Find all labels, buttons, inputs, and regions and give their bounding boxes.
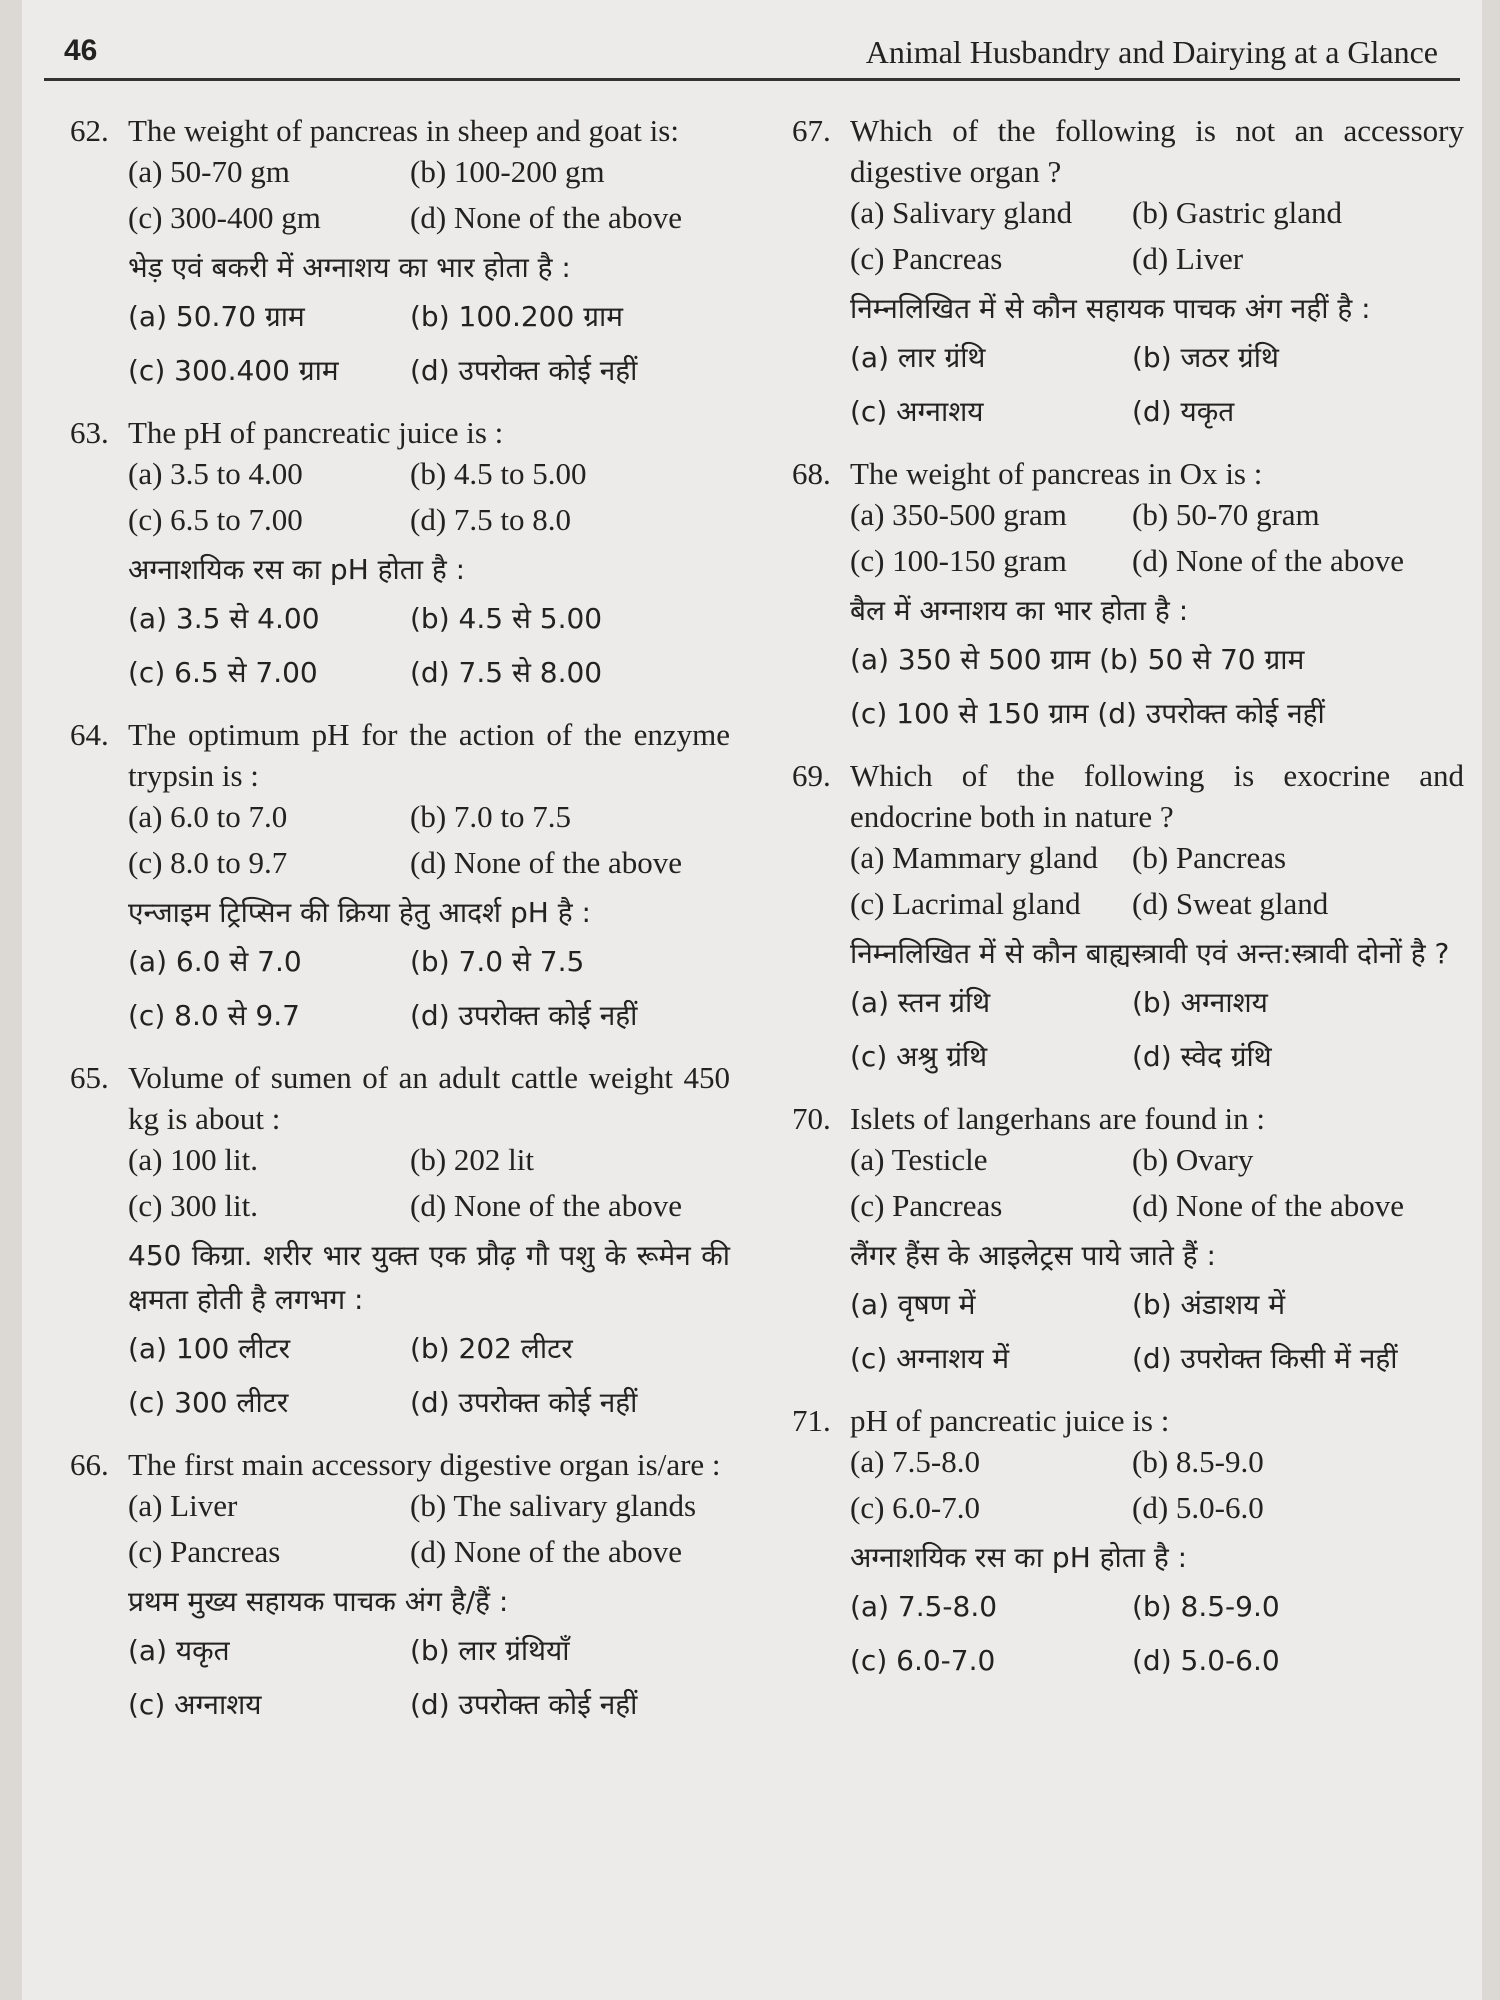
option-b: (b) Gastric gland — [1132, 195, 1343, 230]
hindi-option-a: (a) यकृत — [128, 1634, 230, 1667]
hindi-options — [128, 1624, 730, 1732]
question-text: The weight of pancreas in sheep and goat is: — [128, 113, 679, 148]
option-a: (a) Mammary gland — [850, 840, 1098, 875]
hindi-options — [128, 1322, 730, 1430]
option-b: (b) 202 lit — [410, 1142, 534, 1177]
question-number: 68. — [792, 456, 831, 491]
hindi-option-b: (b) जठर ग्रंथि — [1132, 341, 1279, 374]
option-c: (c) Lacrimal gland — [850, 886, 1081, 921]
hindi-option-a: (a) 100 लीटर — [128, 1332, 291, 1365]
english-options — [128, 796, 730, 883]
hindi-option-c: (c) 6.5 से 7.00 — [128, 656, 318, 689]
question-text: Islets of langerhans are found in : — [850, 1101, 1265, 1136]
option-b: (b) The salivary glands — [410, 1488, 697, 1523]
option-d: (d) None of the above — [410, 845, 683, 880]
question-70 — [792, 1098, 1464, 1386]
hindi-option-c: (c) 6.0-7.0 — [850, 1644, 996, 1677]
hindi-option-d: (d) 5.0-6.0 — [1132, 1644, 1280, 1677]
hindi-option-b: (b) 4.5 से 5.00 — [410, 602, 603, 635]
question-number: 70. — [792, 1101, 831, 1136]
hindi-option-c: (c) अग्नाशय — [850, 395, 984, 428]
book-page — [22, 0, 1482, 2000]
hindi-question-text: लैंगर हैंस के आइलेट्रस पाये जाते हैं : — [850, 1239, 1216, 1272]
page-number: 46 — [64, 34, 98, 67]
option-d: (d) 5.0-6.0 — [1132, 1490, 1264, 1525]
hindi-option-d: (d) उपरोक्त किसी में नहीं — [1132, 1342, 1398, 1375]
hindi-option-b: (b) लार ग्रंथियाँ — [410, 1634, 570, 1667]
question-62 — [70, 110, 730, 398]
option-a: (a) Salivary gland — [850, 195, 1073, 230]
question-number: 62. — [70, 113, 109, 148]
book-title: Animal Husbandry and Dairying at a Glance — [865, 34, 1438, 70]
english-options — [850, 1441, 1464, 1528]
english-options — [128, 453, 730, 540]
hindi-option-d: (d) उपरोक्त कोई नहीं — [410, 999, 638, 1032]
hindi-options — [850, 633, 1464, 741]
page-header — [44, 22, 1460, 81]
option-a: (a) 7.5-8.0 — [850, 1444, 980, 1479]
hindi-option-a: (a) 7.5-8.0 — [850, 1590, 998, 1623]
option-b: (b) Pancreas — [1132, 840, 1287, 875]
hindi-option-d: (d) उपरोक्त कोई नहीं — [410, 1688, 638, 1721]
option-c: (c) 6.5 to 7.00 — [128, 502, 303, 537]
hindi-options — [128, 290, 730, 398]
hindi-option-c: (c) अश्रु ग्रंथि — [850, 1040, 988, 1073]
option-b: (b) Ovary — [1132, 1142, 1254, 1177]
question-number: 65. — [70, 1060, 109, 1095]
option-c: (c) Pancreas — [128, 1534, 281, 1569]
hindi-question-text: बैल में अग्नाशय का भार होता है : — [850, 594, 1189, 627]
hindi-option-a: (a) वृषण में — [850, 1288, 976, 1321]
option-a: (a) 350-500 gram — [850, 497, 1067, 532]
option-a: (a) 6.0 to 7.0 — [128, 799, 288, 834]
question-text: The first main accessory digestive organ is/are : — [128, 1447, 721, 1482]
question-68 — [792, 453, 1464, 741]
question-67 — [792, 110, 1464, 439]
english-options — [128, 151, 730, 238]
hindi-question-text: अग्नाशयिक रस का pH होता है : — [850, 1541, 1188, 1574]
hindi-option-b: (b) 202 लीटर — [410, 1332, 573, 1365]
option-d: (d) 7.5 to 8.0 — [410, 502, 572, 537]
option-c: (c) 300 lit. — [128, 1188, 258, 1223]
hindi-question-text: अग्नाशयिक रस का pH होता है : — [128, 553, 466, 586]
hindi-option-a: (a) 6.0 से 7.0 — [128, 945, 302, 978]
question-number: 67. — [792, 113, 831, 148]
hindi-option-c: (c) अग्नाशय में — [850, 1342, 1010, 1375]
option-c: (c) 100-150 gram — [850, 543, 1067, 578]
question-text: Which of the following is not an accessory digestive organ ? — [850, 113, 1464, 189]
hindi-option-d: (d) उपरोक्त कोई नहीं — [410, 1386, 638, 1419]
hindi-option-d: (d) 7.5 से 8.00 — [410, 656, 603, 689]
hindi-option-c: (c) 8.0 से 9.7 — [128, 999, 300, 1032]
option-b: (b) 4.5 to 5.00 — [410, 456, 587, 491]
hindi-option-c: (c) अग्नाशय — [128, 1688, 262, 1721]
left-column — [70, 110, 730, 1746]
hindi-option-b: (b) 7.0 से 7.5 — [410, 945, 585, 978]
hindi-options — [850, 1278, 1464, 1386]
question-text: The optimum pH for the action of the enzyme trypsin is : — [128, 717, 730, 793]
english-options — [128, 1485, 730, 1572]
option-d: (d) Sweat gland — [1132, 886, 1329, 921]
question-number: 63. — [70, 415, 109, 450]
hindi-option-b: (b) अग्नाशय — [1132, 986, 1268, 1019]
option-d: (d) None of the above — [1132, 543, 1405, 578]
hindi-options — [850, 1580, 1464, 1688]
option-c: (c) Pancreas — [850, 241, 1003, 276]
hindi-question-text: 450 किग्रा. शरीर भार युक्त एक प्रौढ़ गौ पशु के रूमेन की क्षमता होती है लगभग : — [128, 1239, 730, 1316]
hindi-option-a: (a) 50.70 ग्राम — [128, 300, 305, 333]
option-c: (c) Pancreas — [850, 1188, 1003, 1223]
question-64 — [70, 714, 730, 1043]
english-options — [850, 1139, 1464, 1226]
hindi-option-a: (a) स्तन ग्रंथि — [850, 986, 991, 1019]
option-b: (b) 8.5-9.0 — [1132, 1444, 1264, 1479]
question-text: Which of the following is exocrine and endocrine both in nature ? — [850, 758, 1464, 834]
question-71 — [792, 1400, 1464, 1688]
hindi-option-b: (b) अंडाशय में — [1132, 1288, 1286, 1321]
hindi-options — [128, 592, 730, 700]
option-d: (d) Liver — [1132, 241, 1244, 276]
question-number: 64. — [70, 717, 109, 752]
english-options — [850, 192, 1464, 279]
option-d: (d) None of the above — [410, 200, 683, 235]
question-number: 66. — [70, 1447, 109, 1482]
hindi-question-text: एन्जाइम ट्रिप्सिन की क्रिया हेतु आदर्श pH है : — [128, 896, 591, 929]
hindi-option-c: (c) 300 लीटर — [128, 1386, 289, 1419]
question-number: 69. — [792, 758, 831, 793]
right-column — [792, 110, 1464, 1702]
english-options — [128, 1139, 730, 1226]
question-text: Volume of sumen of an adult cattle weight 450 kg is about : — [128, 1060, 730, 1136]
option-d: (d) None of the above — [1132, 1188, 1405, 1223]
hindi-options — [850, 976, 1464, 1084]
english-options — [850, 494, 1464, 581]
hindi-option-cd: (c) 100 से 150 ग्राम (d) उपरोक्त कोई नहीं — [850, 697, 1325, 730]
hindi-option-a: (a) लार ग्रंथि — [850, 341, 986, 374]
hindi-option-ab: (a) 350 से 500 ग्राम (b) 50 से 70 ग्राम — [850, 643, 1305, 676]
english-options — [850, 837, 1464, 924]
option-a: (a) 50-70 gm — [128, 154, 290, 189]
option-a: (a) Liver — [128, 1488, 238, 1523]
option-c: (c) 8.0 to 9.7 — [128, 845, 288, 880]
option-c: (c) 6.0-7.0 — [850, 1490, 980, 1525]
option-b: (b) 100-200 gm — [410, 154, 605, 189]
question-65 — [70, 1057, 730, 1430]
option-a: (a) 100 lit. — [128, 1142, 258, 1177]
hindi-option-b: (b) 8.5-9.0 — [1132, 1590, 1280, 1623]
hindi-option-d: (d) उपरोक्त कोई नहीं — [410, 354, 638, 387]
hindi-option-b: (b) 100.200 ग्राम — [410, 300, 623, 333]
hindi-option-d: (d) स्वेद ग्रंथि — [1132, 1040, 1272, 1073]
option-a: (a) 3.5 to 4.00 — [128, 456, 303, 491]
option-b: (b) 7.0 to 7.5 — [410, 799, 572, 834]
hindi-question-text: भेड़ एवं बकरी में अग्नाशय का भार होता है : — [128, 251, 571, 284]
question-text: pH of pancreatic juice is : — [850, 1403, 1170, 1438]
option-c: (c) 300-400 gm — [128, 200, 321, 235]
question-number: 71. — [792, 1403, 831, 1438]
hindi-options — [128, 935, 730, 1043]
question-63 — [70, 412, 730, 700]
question-66 — [70, 1444, 730, 1732]
option-b: (b) 50-70 gram — [1132, 497, 1320, 532]
hindi-question-text: निम्नलिखित में से कौन बाह्यस्त्रावी एवं अन्त:स्त्रावी दोनों है ? — [850, 937, 1450, 970]
option-a: (a) Testicle — [850, 1142, 988, 1177]
hindi-question-text: प्रथम मुख्य सहायक पाचक अंग है/हैं : — [128, 1585, 509, 1618]
option-d: (d) None of the above — [410, 1534, 683, 1569]
hindi-option-c: (c) 300.400 ग्राम — [128, 354, 339, 387]
hindi-option-d: (d) यकृत — [1132, 395, 1235, 428]
hindi-option-a: (a) 3.5 से 4.00 — [128, 602, 320, 635]
option-d: (d) None of the above — [410, 1188, 683, 1223]
question-69 — [792, 755, 1464, 1084]
hindi-question-text: निम्नलिखित में से कौन सहायक पाचक अंग नहीं है : — [850, 292, 1371, 325]
hindi-options — [850, 331, 1464, 439]
question-text: The weight of pancreas in Ox is : — [850, 456, 1263, 491]
question-text: The pH of pancreatic juice is : — [128, 415, 504, 450]
